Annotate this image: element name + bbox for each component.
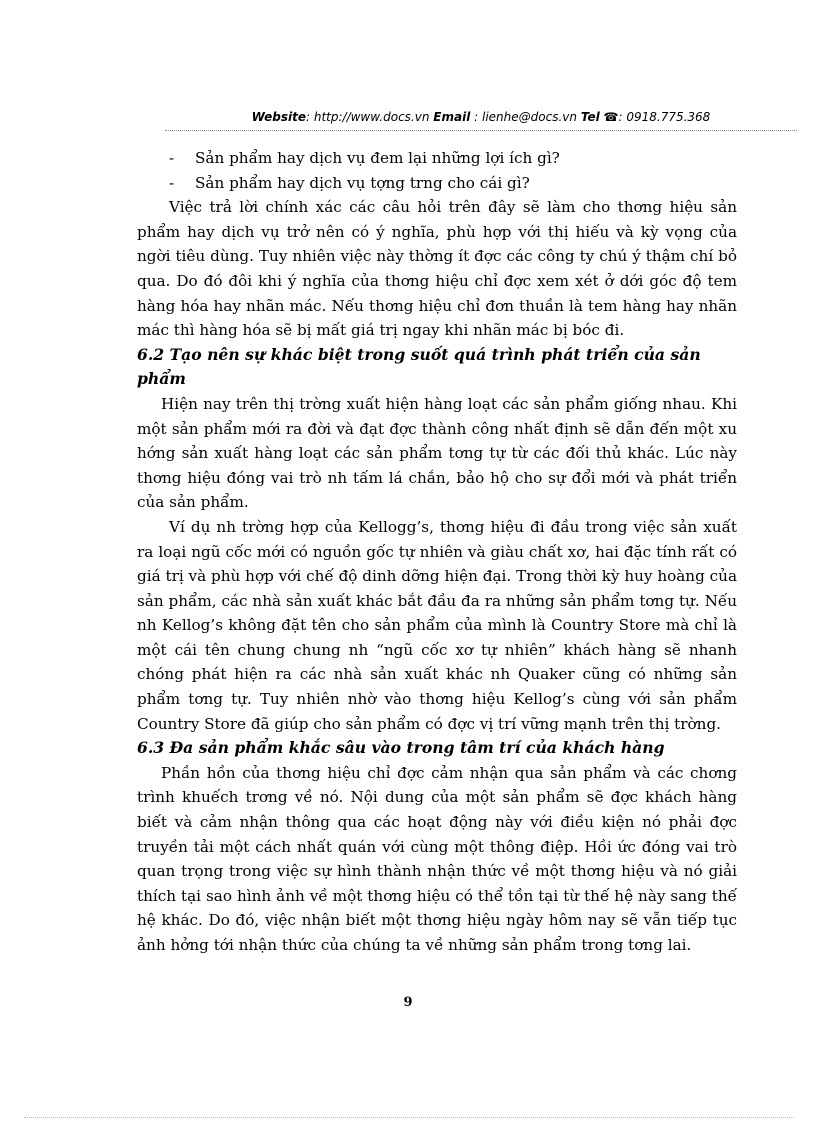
website-label: Website xyxy=(251,110,306,124)
paragraph-kellogg-example: Ví dụ nh trờng hợp của Kellogg’s, thơng hiệu đi đầu trong việc sản xuất ra loại ngũ cốc mới có nguồn gốc tự nhiên và giàu chất xơ, hai đặc tính rất có giá trị và phù hợp với chế độ dinh dỡng hiện đại. Trong thời kỳ huy hoàng của sản phẩm, các nhà sản xuất khác bắt đầu đa ra những sản phẩm tơng tự. Nếu nh Kellog’s không đặt tên cho sản phẩm của mình là Country Store mà chỉ là một cái tên chung chung nh “ngũ cốc xơ tự nhiên” khách hàng sẽ nhanh chóng phát hiện ra các nhà sản xuất khác nh Quaker cũng có những sản phẩm tơng tự. Tuy nhiên nhờ vào thơng hiệu Kellog’s cùng với sản phẩm Country Store đã giúp cho sản phẩm có đợc vị trí vững mạnh trên thị trờng. xyxy=(137,517,737,733)
bullet-dash-icon: - xyxy=(169,173,175,192)
bullet-item xyxy=(137,171,737,196)
bullet-text: Sản phẩm hay dịch vụ tợng trng cho cái gì? xyxy=(195,173,530,192)
bullet-dash-icon: - xyxy=(169,149,175,167)
phone-icon: ☎ xyxy=(603,110,619,124)
email-link[interactable]: : lienhe@docs.vn xyxy=(474,110,577,124)
paragraph-customer-mind: Phần hồn của thơng hiệu chỉ đợc cảm nhận qua sản phẩm và các chơng trình khuếch trơng về nó. Nội dung của một sản phẩm sẽ đợc khách hàng biết và cảm nhận thông qua các hoạt động này với điều kiện nó phải đợc truyền tải một cách nhất quán với cùng một thông điệp. Hồi ức đóng vai trò quan trọng trong việc sự hình thành nhận thức về một thơng hiệu và nó giải thích tại sao hình ảnh về một thơng hiệu có thể tồn tại từ thế hệ này sang thế hệ khác. Do đó, việc nhận biết một thơng hiệu ngày hôm nay sẽ vẫn tiếp tục ảnh hởng tới nhận thức của chúng ta về những sản phẩm trong tơng lai. xyxy=(137,763,737,954)
bullet-item xyxy=(137,146,737,171)
section-heading-6-2: 6.2 Tạo nên sự khác biệt trong suốt quá trình phát triển của sản phẩm xyxy=(137,344,701,389)
document-body xyxy=(137,146,737,958)
bullet-text: Sản phẩm hay dịch vụ đem lại những lợi ích gì? xyxy=(195,149,560,167)
email-label: Email xyxy=(433,110,471,124)
page-header xyxy=(165,110,797,124)
tel-label: Tel xyxy=(580,110,600,124)
tel-value: : 0918.775.368 xyxy=(618,110,711,124)
footer-divider xyxy=(24,1117,794,1118)
website-link[interactable]: : http://www.docs.vn xyxy=(306,110,430,124)
section-heading-6-3: 6.3 Đa sản phẩm khắc sâu vào trong tâm trí của khách hàng xyxy=(137,738,665,758)
paragraph-meaning: Việc trả lời chính xác các câu hỏi trên đây sẽ làm cho thơng hiệu sản phẩm hay dịch vụ trở nên có ý nghĩa, phù hợp với thị hiếu và kỳ vọng của ngời tiêu dùng. Tuy nhiên việc này thờng ít đợc các công ty chú ý thậm chí bỏ qua. Do đó đôi khi ý nghĩa của thơng hiệu chỉ đợc xem xét ở dới góc độ tem hàng hóa hay nhãn mác. Nếu thơng hiệu chỉ đơn thuần là tem hàng hay nhãn mác thì hàng hóa sẽ bị mất giá trị ngay khi nhãn mác bị bóc đi. xyxy=(137,198,737,340)
paragraph-differentiation: Hiện nay trên thị trờng xuất hiện hàng loạt các sản phẩm giống nhau. Khi một sản phẩm mới ra đời và đạt đợc thành công nhất định sẽ dẫn đến một xu hớng sản xuất hàng loạt các sản phẩm tơng tự từ các đối thủ khác. Lúc này thơng hiệu đóng vai trò nh tấm lá chắn, bảo hộ cho sự đổi mới và phát triển của sản phẩm. xyxy=(137,394,737,512)
page-number: 9 xyxy=(403,995,413,1010)
header-divider xyxy=(165,130,797,131)
